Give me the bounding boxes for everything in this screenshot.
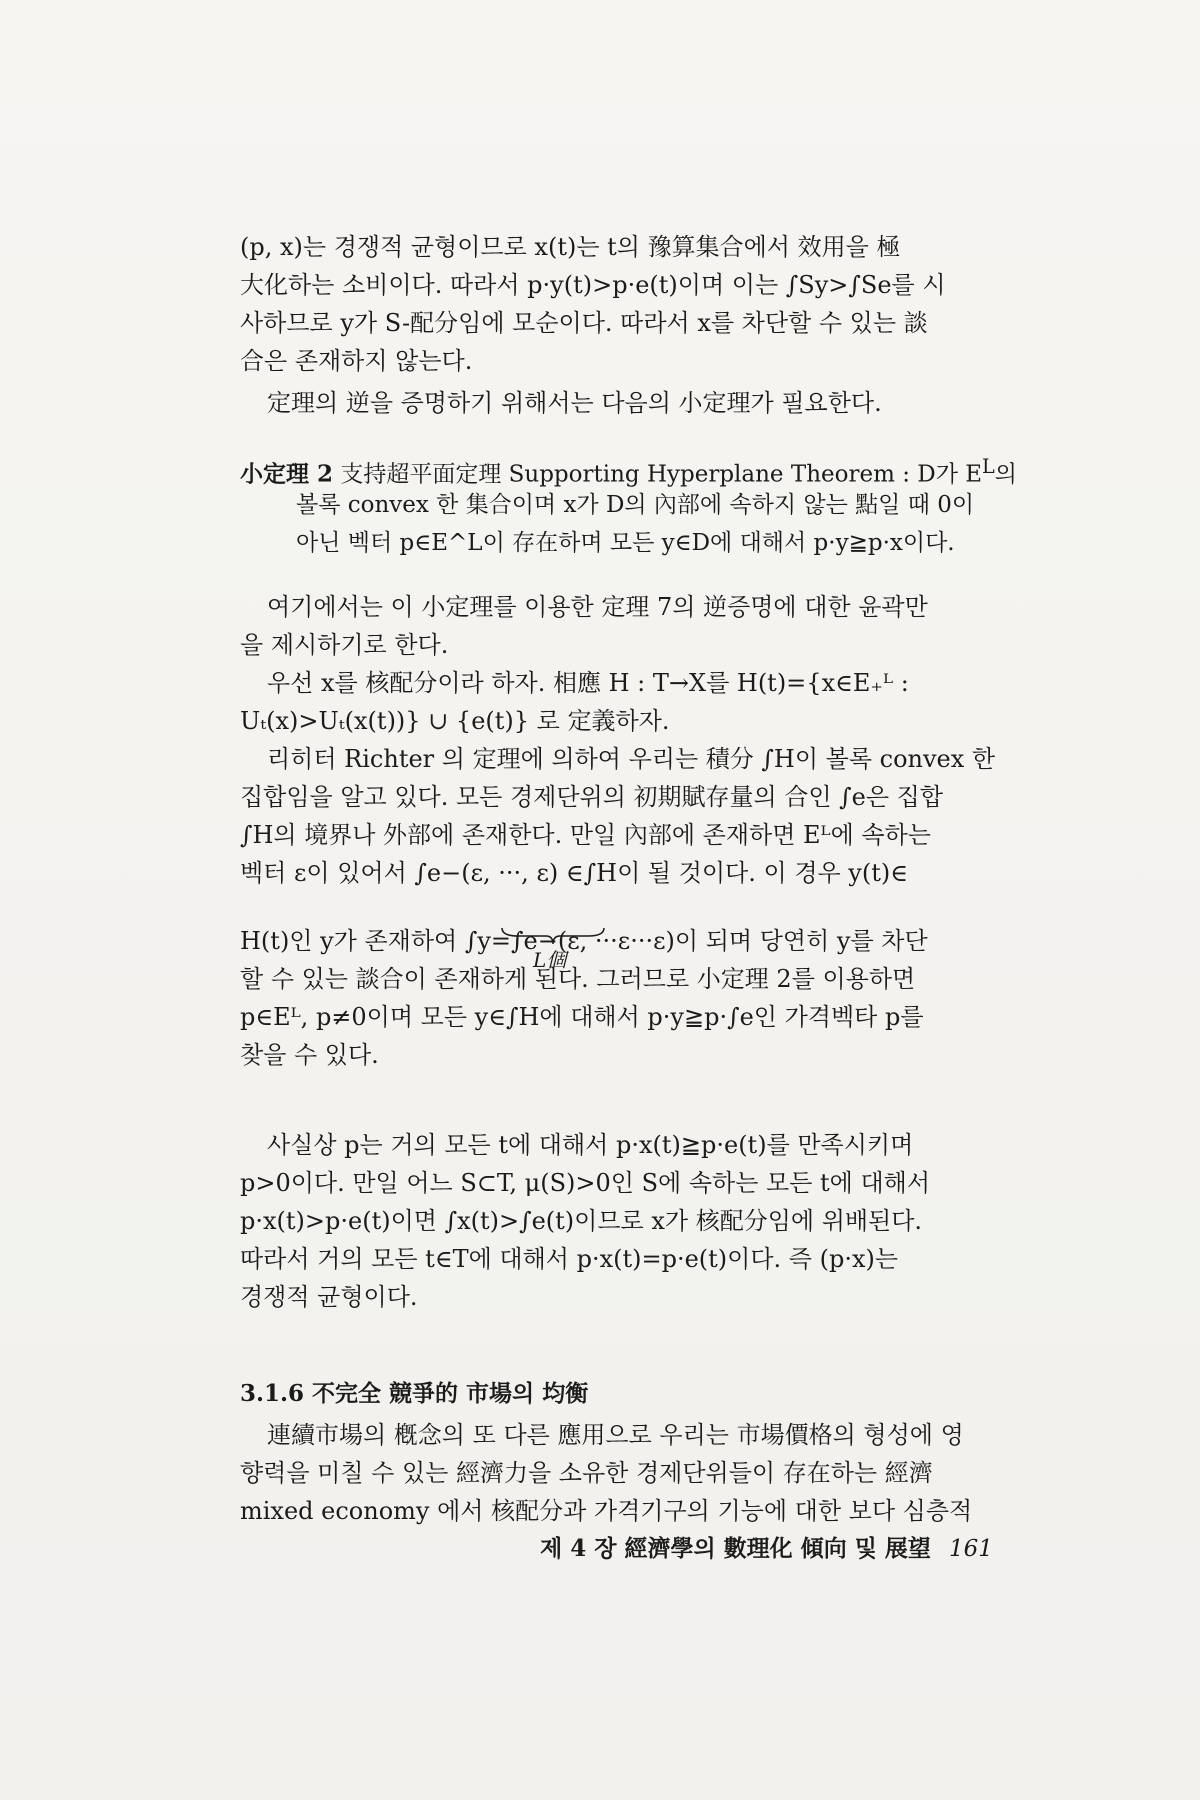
text-line: 사실상 p는 거의 모든 t에 대해서 p·x(t)≧p·e(t)를 만족시키며	[267, 1131, 914, 1159]
theorem-body	[296, 486, 1056, 562]
theorem-line: 볼록 convex 한 集合이며 x가 D의 內部에 속하지 않는 點일 때 0이	[296, 492, 975, 518]
text-line: 찾을 수 있다.	[240, 1041, 379, 1069]
theorem-label: 小定理 2	[240, 460, 334, 488]
text-line: 따라서 거의 모든 t∈T에 대해서 p·x(t)=p·e(t)이다. 즉 (p·x)는	[240, 1245, 899, 1273]
text-line: 벡터 ε이 있어서 ∫e−(ε, ···, ε) ∈∫H이 될 것이다. 이 경우 y(t)∈	[240, 859, 909, 887]
underbrace-label: L個	[533, 948, 567, 972]
text-line: p>0이다. 만일 어느 S⊂T, μ(S)>0인 S에 속하는 모든 t에 대해서	[240, 1169, 931, 1197]
text-line: Uₜ(x)>Uₜ(x(t))} ∪ {e(t)} 로 定義하자.	[240, 707, 670, 735]
text-line: 을 제시하기로 한다.	[240, 631, 449, 659]
text-line: 連續市場의 槪念의 또 다른 應用으로 우리는 市場價格의 형성에 영	[267, 1421, 964, 1449]
text-line: 향력을 미칠 수 있는 經濟力을 소유한 경제단위들이 存在하는 經濟	[240, 1459, 933, 1487]
paragraph-core-allocation	[240, 664, 1050, 740]
text-line: 경쟁적 균형이다.	[240, 1283, 418, 1311]
theorem-line: 아닌 벡터 p∈E^L이 存在하며 모든 y∈D에 대해서 p·y≧p·x이다.	[296, 530, 955, 556]
text-line: 리히터 Richter 의 定理에 의하여 우리는 積分 ∫H이 볼록 convex 한	[267, 745, 996, 773]
text-line: p∈Eᴸ, p≠0이며 모든 y∈∫H에 대해서 p·y≧p·∫e인 가격벡타 p를	[240, 1003, 924, 1031]
text-line: 여기에서는 이 小定理를 이용한 定理 7의 逆증명에 대한 윤곽만	[267, 593, 928, 621]
running-footer	[540, 1530, 993, 1568]
paragraph-outline	[240, 588, 1050, 664]
chapter-title: 제 4 장 經濟學의 數理化 傾向 및 展望	[540, 1535, 931, 1562]
text-line: p·x(t)>p·e(t)이면 ∫x(t)>∫e(t)이므로 x가 核配分임에 위배된다.	[240, 1207, 923, 1235]
underbrace	[498, 926, 608, 946]
paragraph-lemma-intro	[240, 384, 1050, 422]
theorem-title-end: 의	[994, 461, 1017, 488]
page-number: 161	[948, 1536, 993, 1562]
text-line: H(t)인 y가 존재하여 ∫y=∫e−(ε, ···ε···ε)이 되며 당연히 y를 차단	[240, 927, 928, 955]
text-line: 定理의 逆을 증명하기 위해서는 다음의 小定理가 필요한다.	[267, 389, 882, 417]
text-line: 우선 x를 核配分이라 하자. 相應 H : T→X를 H(t)={x∈E₊ᴸ :	[267, 669, 909, 697]
text-line: (p, x)는 경쟁적 균형이므로 x(t)는 t의 豫算集合에서 效用을 極	[240, 233, 901, 261]
section-heading: 3.1.6 不完全 競爭的 市場의 均衡	[240, 1380, 589, 1407]
theorem-title: 支持超平面定理 Supporting Hyperplane Theorem : D가 E	[340, 461, 983, 488]
text-line: mixed economy 에서 核配分과 가격기구의 기능에 대한 보다 심층적	[240, 1497, 973, 1525]
text-line: 大化하는 소비이다. 따라서 p·y(t)>p·e(t)이며 이는 ∫Sy>∫Se를 시	[240, 271, 946, 299]
text-line: 合은 존재하지 않는다.	[240, 347, 473, 375]
theorem-title-superscript: L	[982, 455, 995, 478]
paragraph-richter	[240, 740, 1050, 1074]
text-line: 집합임을 알고 있다. 모든 경제단위의 初期賦存量의 合인 ∫e은 집합	[240, 783, 944, 811]
text-line: 할 수 있는 談合이 존재하게 된다. 그러므로 小定理 2를 이용하면	[240, 965, 916, 993]
paragraph-imperfect-competition	[240, 1416, 1050, 1530]
text-line: ∫H의 境界나 外部에 존재한다. 만일 內部에 존재하면 Eᴸ에 속하는	[240, 821, 931, 849]
text-line: 사하므로 y가 S-配分임에 모순이다. 따라서 x를 차단할 수 있는 談	[240, 309, 928, 337]
paragraph-proof-end	[240, 228, 1050, 380]
paragraph-equilibrium	[240, 1126, 1050, 1316]
